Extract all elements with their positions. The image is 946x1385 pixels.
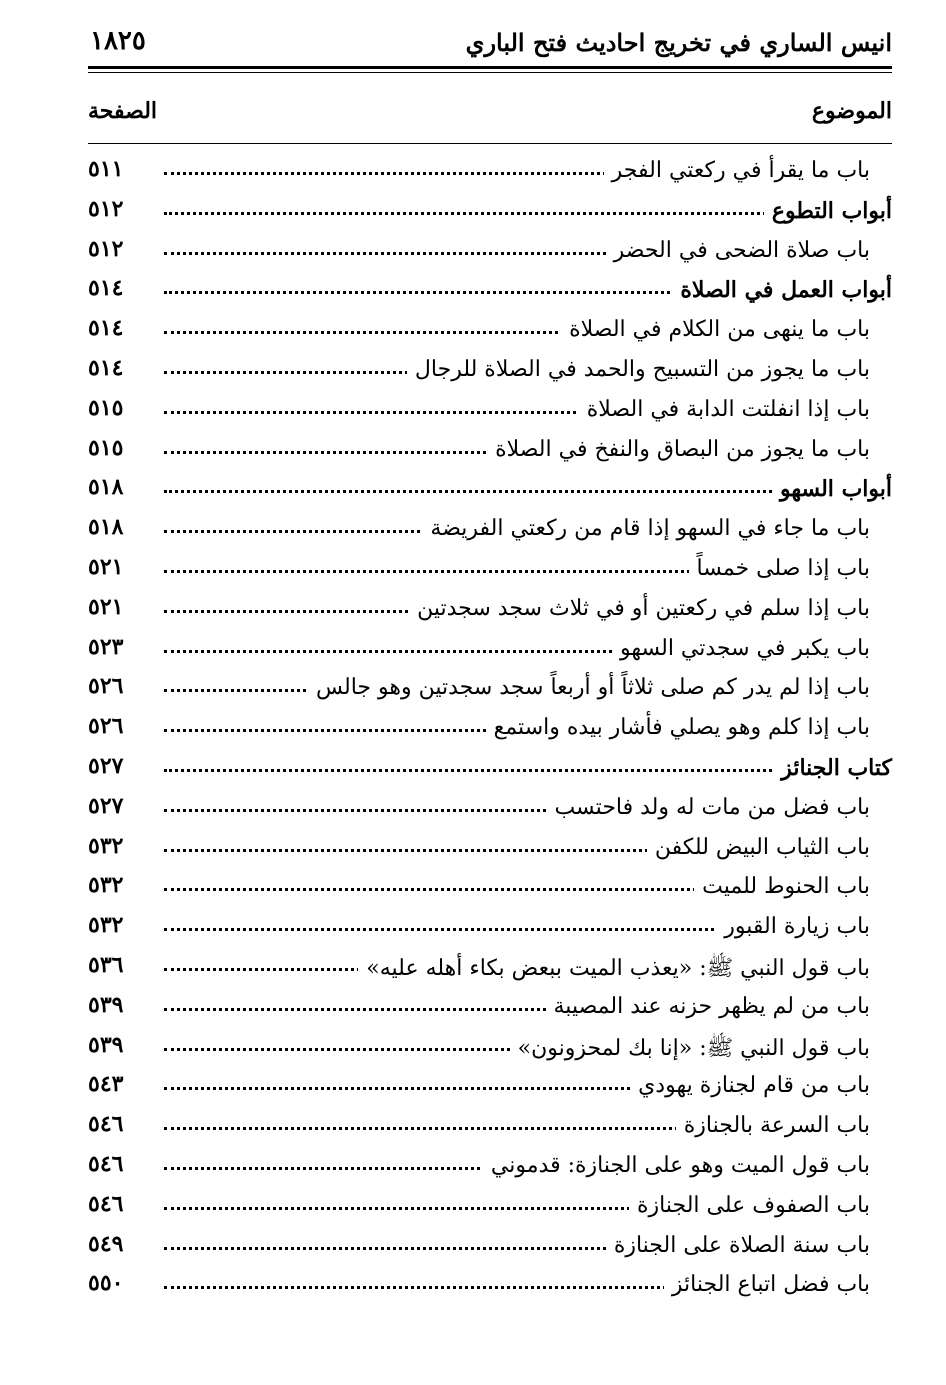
- column-heading-page: الصفحة: [88, 98, 158, 124]
- toc-page-number: ٥١٥: [88, 434, 124, 461]
- toc-section-row: [88, 747, 892, 787]
- toc-entry-row: [88, 548, 892, 588]
- toc-page-number: ٥٣٢: [88, 912, 124, 939]
- header-rule-thin: [88, 72, 892, 73]
- toc-page-number: ٥٤٣: [88, 1071, 124, 1098]
- table-of-contents: [88, 150, 892, 1304]
- toc-entry-row: [88, 230, 892, 270]
- toc-entry-title: باب قول النبي ﷺ: «يعذب الميت ببعض بكاء أهله عليه»: [358, 954, 870, 986]
- column-heading-rule: [88, 143, 892, 144]
- toc-entry-title: باب إذا انفلتت الدابة في الصلاة: [579, 397, 870, 422]
- toc-entry-title: باب يكبر في سجدتي السهو: [612, 636, 870, 661]
- toc-entry-title: باب قول الميت وهو على الجنازة: قدموني: [483, 1153, 870, 1178]
- book-title: انيس الساري في تخريج احاديث فتح الباري: [465, 28, 892, 57]
- toc-entry-title: باب ما يجوز من البصاق والنفخ في الصلاة: [487, 437, 870, 462]
- toc-entry-row: [88, 946, 892, 986]
- toc-entry-row: [88, 667, 892, 707]
- toc-page-number: ٥٥٠: [88, 1270, 124, 1297]
- toc-entry-title: باب إذا كلم وهو يصلي فأشار بيده واستمع: [486, 715, 870, 740]
- toc-entry-row: [88, 588, 892, 628]
- toc-entry-row: [88, 1105, 892, 1145]
- toc-page-number: ٥٣٢: [88, 832, 124, 859]
- toc-section-title: أبواب السهو: [772, 476, 892, 502]
- toc-entry-title: باب ما جاء في السهو إذا قام من ركعتي الفريضة: [422, 516, 870, 541]
- toc-page-number: ٥٣٢: [88, 872, 124, 899]
- column-heading-topic: الموضوع: [811, 98, 892, 124]
- toc-page-number: ٥١١: [88, 156, 124, 182]
- toc-section-row: [88, 269, 892, 309]
- page-number: ١٨٢٥: [90, 26, 146, 56]
- toc-entry-row: [88, 1145, 892, 1185]
- toc-section-row: [88, 190, 892, 230]
- toc-entry-title: باب ما يجوز من التسبيح والحمد في الصلاة للرجال: [407, 357, 870, 382]
- toc-entry-title: باب ما يقرأ في ركعتي الفجر: [604, 158, 870, 183]
- toc-entry-title: باب الصفوف على الجنازة: [629, 1193, 870, 1218]
- toc-section-title: كتاب الجنائز: [773, 755, 892, 781]
- toc-page-number: ٥١٢: [88, 235, 124, 262]
- toc-entry-row: [88, 1065, 892, 1105]
- column-headings: [88, 98, 892, 134]
- toc-entry-title: باب زيارة القبور: [716, 914, 870, 939]
- toc-page-number: ٥٣٦: [88, 951, 124, 978]
- toc-page-number: ٥٤٦: [88, 1190, 124, 1217]
- toc-page-number: ٥٤٦: [88, 1150, 124, 1177]
- toc-page-number: ٥١٤: [88, 354, 124, 381]
- toc-entry-row: [88, 508, 892, 548]
- toc-page-number: ٥٢٣: [88, 633, 124, 660]
- toc-section-row: [88, 468, 892, 508]
- toc-entry-row: [88, 986, 892, 1026]
- toc-entry-row: [88, 628, 892, 668]
- toc-page-number: ٥١٨: [88, 514, 124, 541]
- toc-entry-row: [88, 787, 892, 827]
- toc-entry-row: [88, 866, 892, 906]
- toc-section-title: أبواب العمل في الصلاة: [672, 277, 892, 303]
- toc-entry-title: باب السرعة بالجنازة: [676, 1113, 870, 1138]
- toc-page-number: ٥٢٦: [88, 673, 124, 700]
- toc-entry-title: باب إذا صلى خمساً: [689, 556, 871, 581]
- toc-page-number: ٥١٨: [88, 474, 124, 501]
- toc-entry-title: باب من لم يظهر حزنه عند المصيبة: [546, 994, 870, 1019]
- toc-page-number: ٥٢٧: [88, 792, 124, 819]
- toc-entry-title: باب إذا سلم في ركعتين أو في ثلاث سجد سجدتين: [409, 596, 870, 621]
- toc-entry-title: باب قول النبي ﷺ: «إنا بك لمحزونون»: [510, 1034, 870, 1066]
- toc-entry-title: باب فضل اتباع الجنائز: [664, 1272, 870, 1297]
- toc-entry-row: [88, 429, 892, 469]
- toc-page-number: ٥٢١: [88, 593, 124, 620]
- toc-entry-title: باب الحنوط للميت: [694, 874, 870, 899]
- toc-entry-row: [88, 1185, 892, 1225]
- toc-page-number: ٥٢١: [88, 553, 124, 580]
- toc-entry-title: باب الثياب البيض للكفن: [647, 835, 870, 860]
- toc-entry-row: [88, 707, 892, 747]
- toc-entry-row: [88, 1026, 892, 1066]
- toc-entry-title: باب فضل من مات له ولد فاحتسب: [546, 795, 870, 820]
- toc-entry-row: [88, 389, 892, 429]
- toc-page-number: ٥١٢: [88, 195, 124, 222]
- toc-entry-row: [88, 349, 892, 389]
- toc-page-number: ٥٤٩: [88, 1230, 124, 1257]
- toc-page-number: ٥٣٩: [88, 1031, 124, 1058]
- toc-entry-title: باب صلاة الضحى في الحضر: [606, 238, 870, 263]
- toc-entry-title: باب من قام لجنازة يهودي: [630, 1073, 870, 1098]
- running-header: [88, 28, 892, 66]
- toc-entry-title: باب إذا لم يدر كم صلى ثلاثاً أو أربعاً سجد سجدتين وهو جالس: [308, 675, 870, 700]
- toc-entry-row: [88, 1264, 892, 1304]
- toc-page-number: ٥١٤: [88, 315, 124, 342]
- toc-page-number: ٥٢٧: [88, 752, 124, 779]
- toc-entry-row: [88, 906, 892, 946]
- toc-entry-title: باب سنة الصلاة على الجنازة: [606, 1233, 870, 1258]
- toc-entry-title: باب ما ينهى من الكلام في الصلاة: [561, 317, 870, 342]
- toc-page-number: ٥١٥: [88, 394, 124, 421]
- toc-page-number: ٥٢٦: [88, 713, 124, 740]
- header-rule-thick: [88, 66, 892, 69]
- toc-entry-row: [88, 309, 892, 349]
- toc-entry-row: [88, 1225, 892, 1265]
- toc-section-title: أبواب التطوع: [764, 198, 892, 224]
- toc-page-number: ٥١٤: [88, 275, 124, 302]
- toc-entry-row: [88, 827, 892, 867]
- toc-entry-row: [88, 150, 892, 190]
- toc-page-number: ٥٤٦: [88, 1111, 124, 1138]
- toc-page-number: ٥٣٩: [88, 991, 124, 1018]
